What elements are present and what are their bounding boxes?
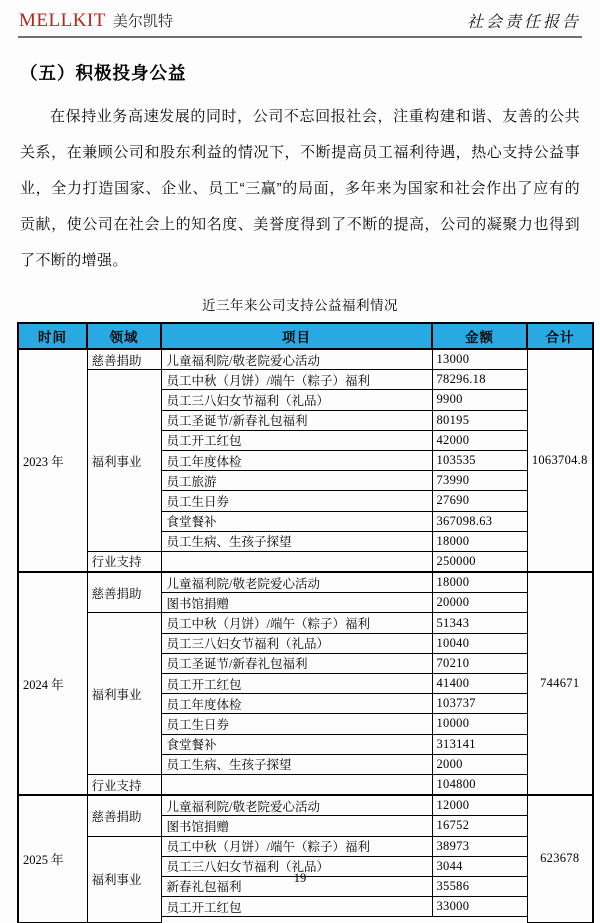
brand: [19, 10, 173, 32]
amount-cell: 16752: [432, 816, 527, 836]
domain-cell: 行业支持: [87, 551, 161, 572]
project-cell: 儿童福利院/敬老院爱心活动: [161, 795, 432, 816]
project-cell: 新春礼包福利: [161, 876, 432, 896]
table-row: [18, 613, 593, 633]
amount-cell: 104800: [432, 774, 527, 795]
project-cell: 员工开工红包: [161, 674, 432, 694]
project-cell: 员工中秋（月饼）/端午（粽子）福利: [161, 836, 432, 856]
project-cell: 图书馆捐赠: [161, 593, 432, 613]
amount-cell: 51343: [432, 613, 527, 633]
project-cell: 儿童福利院/敬老院爱心活动: [161, 572, 432, 593]
project-cell: 儿童福利院/敬老院爱心活动: [161, 349, 432, 370]
project-cell: 员工三八妇女节福利（礼品）: [161, 390, 432, 410]
col-header-total: 合计: [527, 323, 593, 349]
project-cell: 图书馆捐赠: [161, 816, 432, 836]
project-cell: 员工中秋（月饼）/端午（粽子）福利: [161, 370, 432, 390]
amount-cell: 73990: [432, 471, 527, 491]
project-cell: 食堂餐补: [161, 511, 432, 531]
amount-cell: 38973: [432, 836, 527, 856]
col-header-project: 项目: [161, 323, 432, 349]
table-header-row: [18, 323, 593, 349]
total-cell: 623678: [527, 795, 593, 922]
body-paragraph: 在保持业务高速发展的同时，公司不忘回报社会，注重构建和谐、友善的公共关系，在兼顾公司和股东利益的情况下，不断提高员工福利待遇，热心支持公益事业，全力打造国家、企业、员工“三赢”的局面，多年来为国家和社会作出了应有的贡献，使公司在社会上的知名度、美誉度得到了不断的提高，公司的凝聚力也得到了不断的增强。: [20, 108, 580, 269]
year-cell: 2025 年: [18, 795, 87, 922]
project-cell: 员工年度体检: [161, 694, 432, 714]
domain-cell: 慈善捐助: [87, 572, 161, 613]
amount-cell: 3044: [432, 856, 527, 876]
amount-cell: 18000: [432, 531, 527, 551]
amount-cell: 10040: [432, 633, 527, 653]
amount-cell: 70210: [432, 653, 527, 673]
domain-cell: 福利事业: [87, 370, 161, 552]
project-cell: 食堂餐补: [161, 734, 432, 754]
brand-logo: MELLKIT: [19, 10, 106, 31]
amount-cell: 313141: [432, 734, 527, 754]
running-header: [0, 0, 600, 36]
project-cell: 员工生日券: [161, 714, 432, 734]
amount-cell: 10000: [432, 714, 527, 734]
table-row: [18, 370, 593, 390]
domain-cell: 福利事业: [87, 836, 161, 922]
project-cell: 员工圣诞节/新春礼包福利: [161, 410, 432, 430]
project-cell: [161, 551, 432, 572]
project-cell: 员工开工红包: [161, 430, 432, 450]
welfare-table: [17, 322, 594, 923]
amount-cell: 103535: [432, 450, 527, 470]
amount-cell: 42000: [432, 430, 527, 450]
domain-cell: 慈善捐助: [87, 795, 161, 836]
amount-cell: 250000: [432, 551, 527, 572]
page-number: 19: [293, 871, 307, 885]
project-cell: 员工中秋（月饼）/端午（粽子）福利: [161, 613, 432, 633]
amount-cell: 9900: [432, 390, 527, 410]
document-title: 社会责任报告: [466, 14, 581, 31]
header-rule: [18, 36, 582, 38]
amount-cell: 78296.18: [432, 370, 527, 390]
amount-cell: 35586: [432, 876, 527, 896]
table-row: [18, 349, 593, 370]
project-cell: 员工生日券: [161, 491, 432, 511]
project-cell: 员工三八妇女节福利（礼品）: [161, 633, 432, 653]
project-cell: 员工圣诞节/新春礼包福利: [161, 653, 432, 673]
project-cell: 员工三八妇女节福利（礼品）: [161, 856, 432, 876]
table-row: [18, 551, 593, 572]
amount-cell: 13000: [432, 349, 527, 370]
total-cell: 1063704.8: [527, 349, 593, 572]
section-heading: （五）积极投身公益: [20, 63, 187, 83]
project-cell: [161, 774, 432, 795]
amount-cell: 20000: [432, 593, 527, 613]
project-cell: 员工生病、生孩子探望: [161, 531, 432, 551]
amount-cell: 367098.63: [432, 511, 527, 531]
table-title: 近三年来公司支持公益福利情况: [202, 298, 398, 313]
year-cell: 2024 年: [18, 572, 87, 795]
col-header-amount: 金额: [432, 323, 527, 349]
amount-cell: 2000: [432, 754, 527, 774]
amount-cell: 103737: [432, 694, 527, 714]
domain-cell: 福利事业: [87, 613, 161, 775]
year-cell: 2023 年: [18, 349, 87, 572]
project-cell: 员工年度体检: [161, 450, 432, 470]
domain-cell: 慈善捐助: [87, 349, 161, 370]
amount-cell: 41400: [432, 674, 527, 694]
table-row: [18, 774, 593, 795]
project-cell: 员工开工红包: [161, 897, 432, 917]
project-cell: 员工生病、生孩子探望: [161, 754, 432, 774]
project-cell: 员工旅游: [161, 471, 432, 491]
amount-cell: 80195: [432, 410, 527, 430]
brand-name-cn: 美尔凯特: [112, 13, 173, 30]
amount-cell: 33000: [432, 897, 527, 917]
table-row: [18, 795, 593, 816]
table-row: [18, 572, 593, 593]
total-cell: 744671: [527, 572, 593, 795]
amount-cell: 18000: [432, 572, 527, 593]
amount-cell: 12000: [432, 795, 527, 816]
table-row: [18, 836, 593, 856]
amount-cell: 27690: [432, 491, 527, 511]
col-header-time: 时间: [18, 323, 87, 349]
domain-cell: 行业支持: [87, 774, 161, 795]
col-header-domain: 领域: [87, 323, 161, 349]
